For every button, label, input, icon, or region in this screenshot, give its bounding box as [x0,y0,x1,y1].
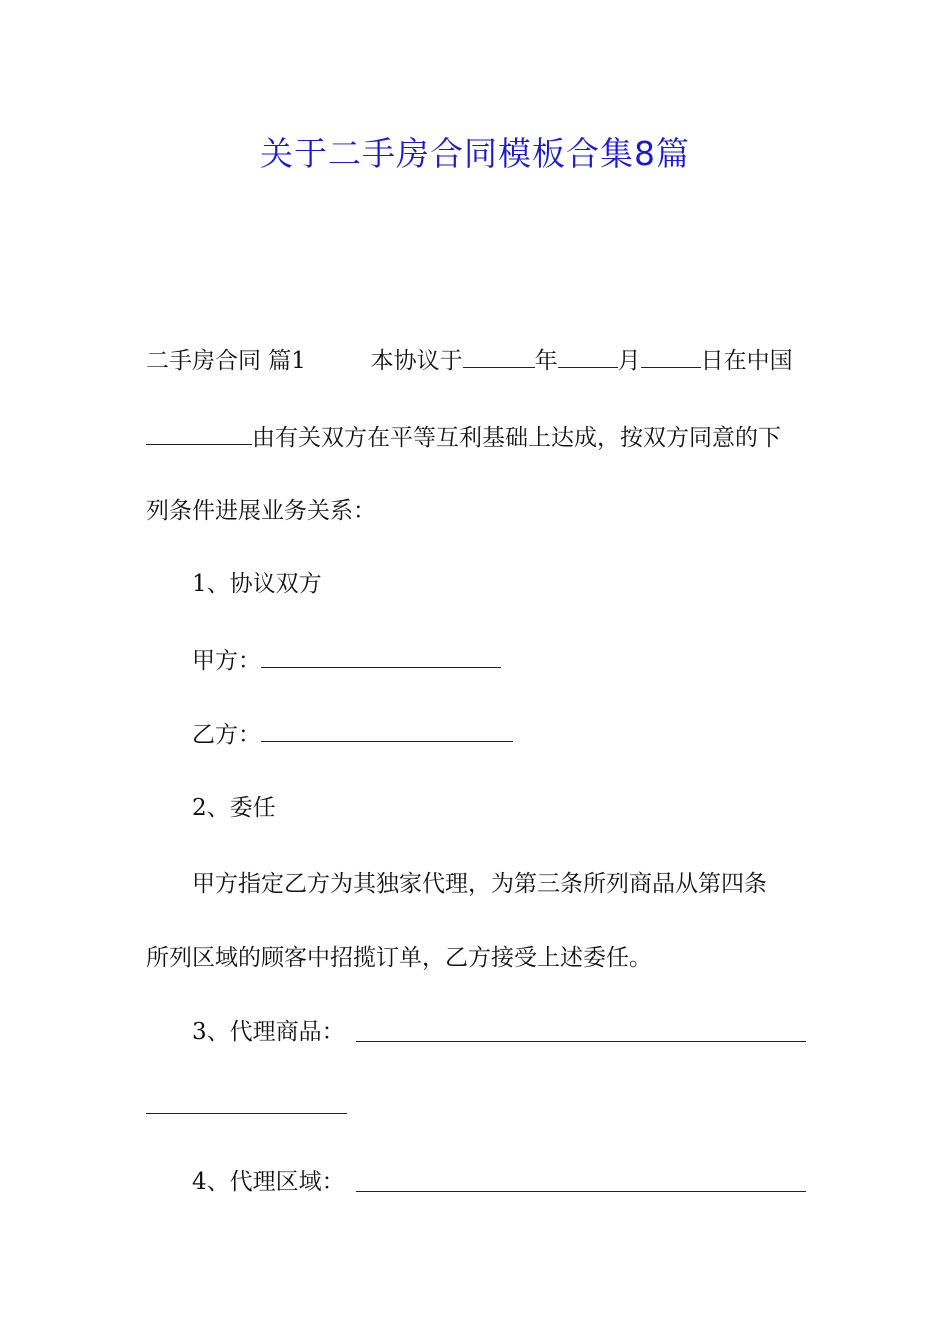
clause-4-label: 4、代理区域： [192,1169,345,1195]
month-label: 月 [617,348,641,374]
clause-2-heading: 2、委任 [192,795,276,821]
party-b-blank [261,719,513,742]
clause-3-blank [356,1041,806,1042]
clause-3-blank-continued [146,1113,347,1114]
document-title: 关于二手房合同模板合集8篇 [260,134,690,173]
intro-text-3: 列条件进展业务关系： [146,498,376,524]
party-a-blank [261,645,501,668]
section-heading: 二手房合同 篇1 [146,348,306,374]
party-a-line [192,645,501,676]
place-blank [146,422,252,445]
party-b-label: 乙方： [192,722,261,748]
year-label: 年 [534,348,558,374]
intro-line-2 [146,422,781,453]
intro-text-2: 由有关双方在平等互利基础上达成，按双方同意的下 [252,425,781,451]
clause-1-heading: 1、协议双方 [192,571,322,597]
day-blank [641,345,701,368]
clause-3-label: 3、代理商品： [192,1019,345,1045]
clause-3-line [192,1017,345,1047]
clause-4-line [192,1167,345,1197]
clause-2-line-2: 所列区域的顾客中招揽订单，乙方接受上述委任。 [146,945,652,971]
clause-4-blank [356,1191,806,1192]
intro-line-1 [146,345,793,376]
year-blank [463,345,535,368]
clause-2-line-1: 甲方指定乙方为其独家代理，为第三条所列商品从第四条 [192,871,767,897]
party-b-line [192,719,513,750]
month-blank [558,345,618,368]
party-a-label: 甲方： [192,648,261,674]
day-place-label: 日在中国 [700,348,793,374]
intro-text-1: 本协议于 [370,348,463,374]
